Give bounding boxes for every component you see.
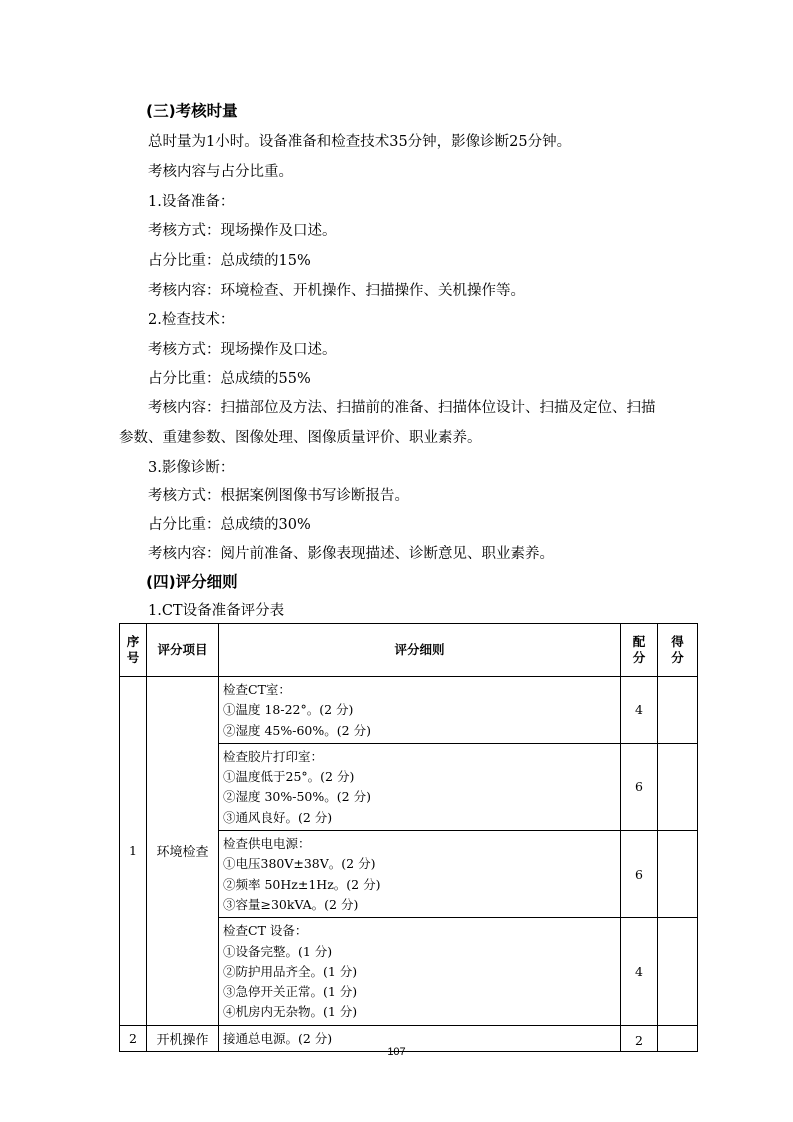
paragraph-line: 考核内容与占分比重。 xyxy=(148,164,293,180)
table-caption: 1.CT设备准备评分表 xyxy=(148,603,285,619)
detail-line: 检查胶片打印室： xyxy=(223,748,324,764)
score-cell xyxy=(658,677,698,744)
row-number: 2 xyxy=(120,1025,147,1051)
detail-line: 接通总电源。(2 分) xyxy=(223,1030,333,1046)
detail-line: ①温度低于25°。(2 分) xyxy=(223,769,355,785)
paragraph-line: 考核内容：阅片前准备、影像表现描述、诊断意见、职业素养。 xyxy=(148,546,554,562)
table-header-row xyxy=(120,624,698,677)
paragraph-line: 3.影像诊断： xyxy=(148,460,235,476)
paragraph-line: 占分比重：总成绩的15% xyxy=(148,253,311,269)
detail-line: ①设备完整。(1 分) xyxy=(223,943,333,959)
section-heading-scoring-rules: (四)评分细则 xyxy=(146,573,238,591)
points-cell: 4 xyxy=(621,677,658,744)
paragraph-line: 占分比重：总成绩的55% xyxy=(148,371,311,387)
score-cell xyxy=(658,831,698,918)
paragraph-line: 占分比重：总成绩的30% xyxy=(148,517,311,533)
paragraph-line: 参数、重建参数、图像处理、图像质量评价、职业素养。 xyxy=(119,430,482,446)
detail-cell xyxy=(219,743,621,830)
header-no-char: 号 xyxy=(126,650,140,665)
header-score-char: 分 xyxy=(671,650,684,665)
paragraph-line: 考核内容：扫描部位及方法、扫描前的准备、扫描体位设计、扫描及定位、扫描 xyxy=(148,400,656,416)
header-score xyxy=(658,624,698,677)
detail-line: 检查CT 设备： xyxy=(223,923,308,939)
points-cell: 6 xyxy=(621,743,658,830)
detail-line: ②湿度 45%-60%。(2 分) xyxy=(223,722,371,738)
points-cell: 4 xyxy=(621,918,658,1025)
row-item-name: 环境检查 xyxy=(147,677,219,1026)
paragraph-line: 考核方式：现场操作及口述。 xyxy=(148,223,337,239)
section-heading-exam-time: (三)考核时量 xyxy=(146,102,238,120)
scoring-table xyxy=(119,623,698,1052)
detail-line: ②频率 50Hz±1Hz。(2 分) xyxy=(223,876,381,892)
row-item-name: 开机操作 xyxy=(147,1025,219,1051)
header-no xyxy=(120,624,147,677)
paragraph-line: 考核方式：现场操作及口述。 xyxy=(148,342,337,358)
header-item: 评分项目 xyxy=(147,624,219,677)
detail-line: ④机房内无杂物。(1 分) xyxy=(223,1004,358,1020)
paragraph-line: 1.设备准备： xyxy=(148,194,235,210)
detail-line: ③通风良好。(2 分) xyxy=(223,809,333,825)
detail-line: ①温度 18-22°。(2 分) xyxy=(223,702,354,718)
points-cell: 6 xyxy=(621,831,658,918)
score-cell xyxy=(658,918,698,1025)
detail-line: ②湿度 30%-50%。(2 分) xyxy=(223,789,371,805)
paragraph-line: 考核方式：根据案例图像书写诊断报告。 xyxy=(148,488,409,504)
score-cell xyxy=(658,743,698,830)
header-points-char: 配 xyxy=(632,634,646,649)
header-points-char: 分 xyxy=(632,650,646,665)
points-cell: 2 xyxy=(621,1025,658,1051)
header-no-char: 序 xyxy=(126,634,140,649)
detail-line: ③急停开关正常。(1 分) xyxy=(223,984,358,1000)
header-points xyxy=(621,624,658,677)
detail-cell xyxy=(219,677,621,744)
paragraph-line: 总时量为1小时。设备准备和检查技术35分钟，影像诊断25分钟。 xyxy=(148,134,572,150)
detail-line: 检查供电电源： xyxy=(223,836,311,852)
detail-cell xyxy=(219,918,621,1025)
paragraph-line: 考核内容：环境检查、开机操作、扫描操作、关机操作等。 xyxy=(148,283,525,299)
row-number: 1 xyxy=(120,677,147,1026)
detail-cell xyxy=(219,831,621,918)
detail-line: ③容量≥30kVA。(2 分) xyxy=(223,896,359,912)
table-row xyxy=(120,677,698,744)
detail-line: 检查CT室： xyxy=(223,682,291,697)
header-detail: 评分细则 xyxy=(219,624,621,677)
page-number: 107 xyxy=(387,1046,406,1058)
paragraph-line: 2.检查技术： xyxy=(148,312,235,328)
header-score-char: 得 xyxy=(671,634,684,649)
detail-line: ②防护用品齐全。(1 分) xyxy=(223,963,358,979)
detail-line: ①电压380V±38V。(2 分) xyxy=(223,856,376,872)
